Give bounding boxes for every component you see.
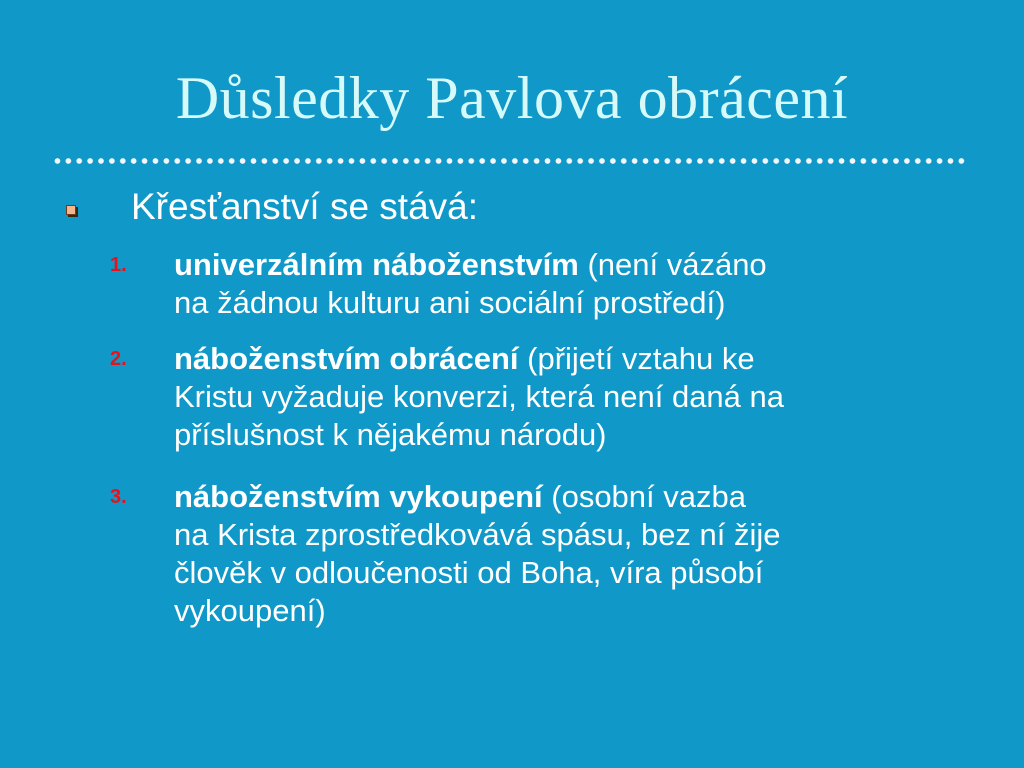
list-number: 1. [110,254,127,276]
item-text-rest: (osobní vazba [542,479,746,514]
list-number: 2. [110,348,127,370]
list-number: 3. [110,486,127,508]
lead-text: Křesťanství se stává: [131,186,479,227]
lead-bullet [60,184,960,234]
item-text-line: Kristu vyžaduje konverzi, která není daná na [174,379,785,414]
item-text-line: na žádnou kulturu ani sociální prostředí) [174,285,726,320]
slide-title: Důsledky Pavlova obrácení [175,65,849,131]
item-text-line: na Krista zprostředkovává spásu, bez ní žije [174,517,781,552]
list-item-text [174,246,974,322]
square-bullet-icon [66,205,76,215]
item-text-line: člověk v odloučenosti od Boha, víra působí [174,555,764,590]
item-text-rest: (přijetí vztahu ke [518,341,755,376]
item-bold-term: náboženstvím obrácení [174,341,519,376]
list-item-text [174,340,974,454]
item-bold-term: univerzálním náboženstvím [174,247,579,282]
item-bold-term: náboženstvím vykoupení [174,479,543,514]
item-text-rest: (není vázáno [578,247,767,282]
item-text-line: vykoupení) [174,593,326,628]
dotted-divider [52,156,966,166]
item-text-line: příslušnost k nějakému národu) [174,417,607,452]
list-item-text [174,478,974,630]
